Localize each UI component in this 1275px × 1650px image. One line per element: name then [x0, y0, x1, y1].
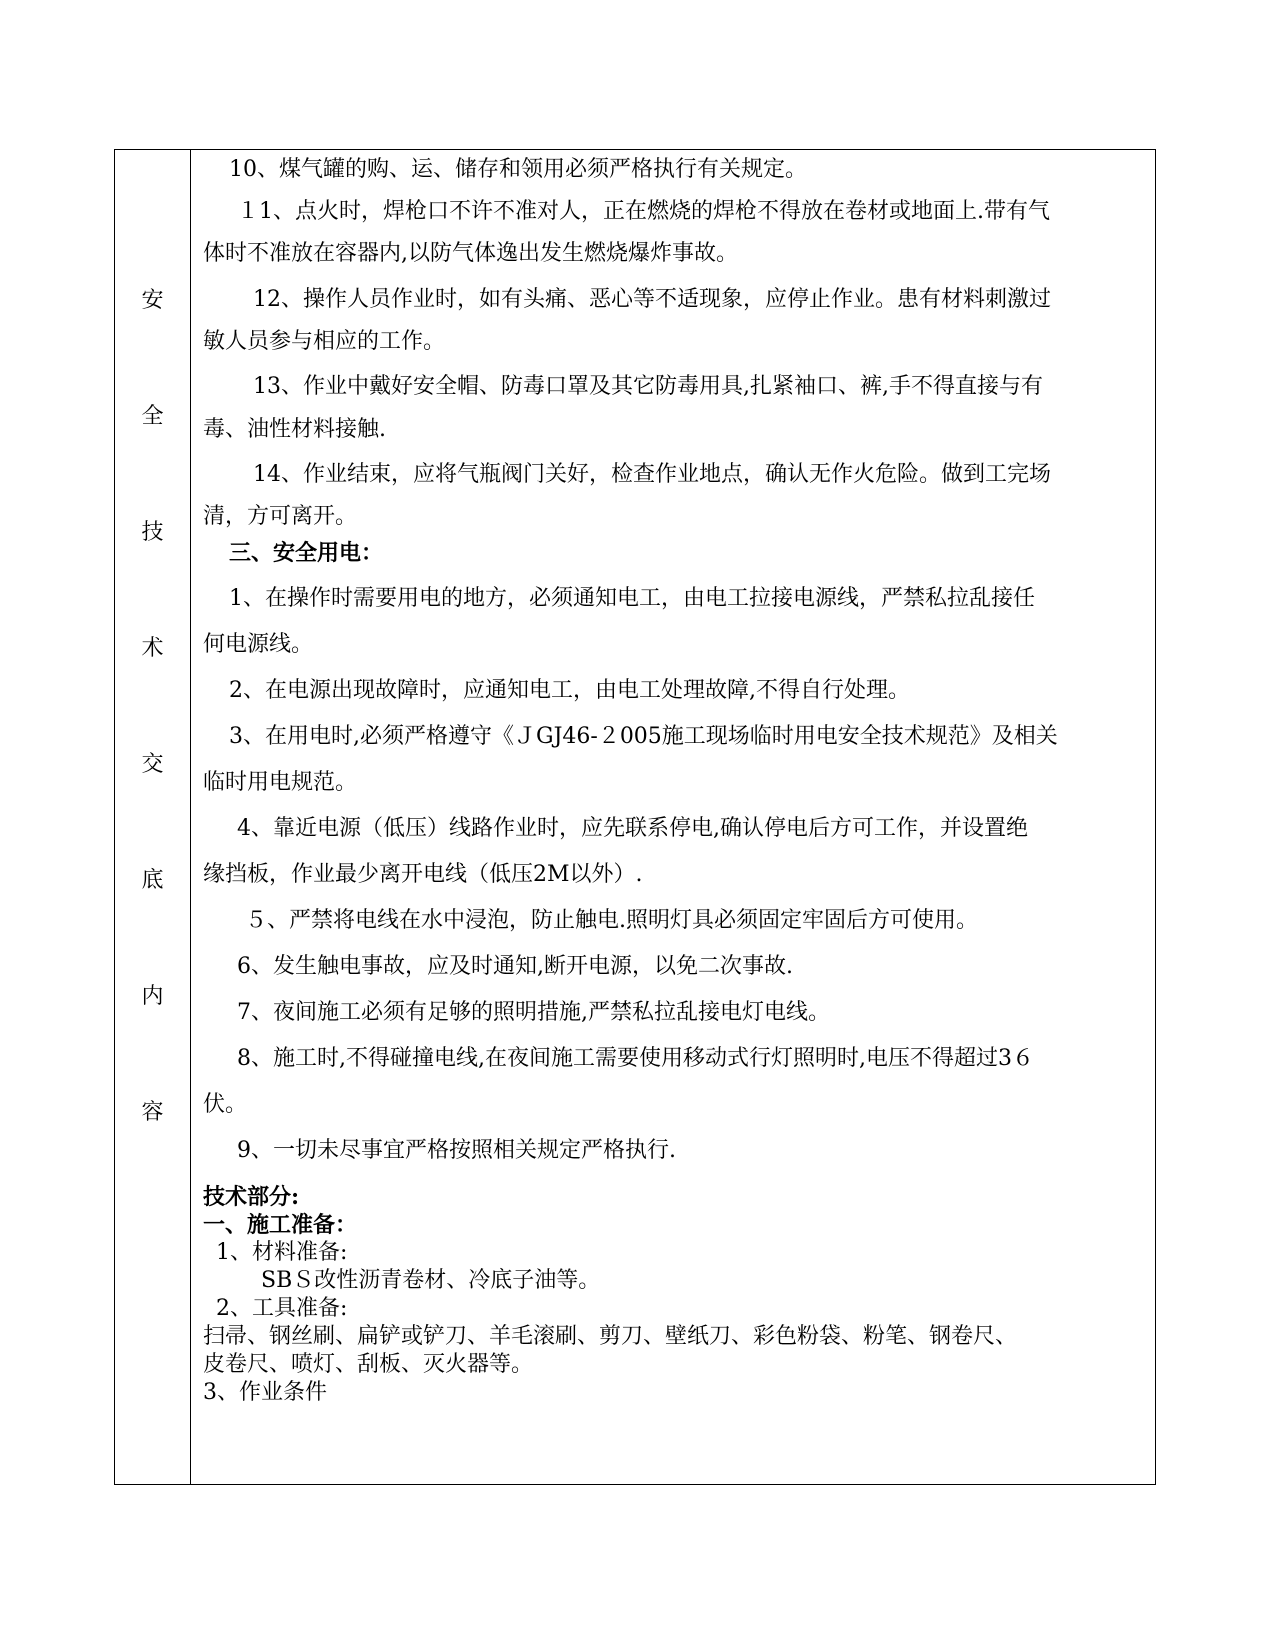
content-line: 清，方可离开。	[203, 504, 358, 529]
content-line: 12、操作人员作业时，如有头痛、恶心等不适现象，应停止作业。患有材料刺激过	[253, 287, 1051, 312]
content-line: 扫帚、钢丝刷、扁铲或铲刀、羊毛滚刷、剪刀、壁纸刀、彩色粉袋、粉笔、钢卷尺、	[203, 1324, 1018, 1349]
side-label-char: 全	[141, 404, 164, 429]
content-line: 缘挡板，作业最少离开电线（低压2M以外）.	[203, 862, 643, 887]
content-line: 临时用电规范。	[203, 770, 358, 795]
content-line: 伏。	[203, 1092, 248, 1117]
content-line: 3、作业条件	[203, 1380, 327, 1405]
content-line: ５、严禁将电线在水中浸泡，防止触电.照明灯具必须固定牢固后方可使用。	[245, 908, 978, 933]
content-line: 8、施工时,不得碰撞电线,在夜间施工需要使用移动式行灯照明时,电压不得超过3６	[237, 1046, 1034, 1071]
side-label-char: 技	[141, 520, 164, 545]
content-line: 体时不准放在容器内,以防气体逸出发生燃烧爆炸事故。	[203, 241, 738, 266]
content-line: 13、作业中戴好安全帽、防毒口罩及其它防毒用具,扎紧袖口、裤,手不得直接与有	[253, 374, 1043, 399]
content-line: 2、工具准备:	[216, 1296, 348, 1321]
section-heading: 技术部分:	[203, 1184, 300, 1210]
content-line: 何电源线。	[203, 632, 314, 657]
content-line: SBＳ改性沥青卷材、冷底子油等。	[261, 1268, 601, 1293]
content-line: 敏人员参与相应的工作。	[203, 329, 446, 354]
content-line: 9、一切未尽事宜严格按照相关规定严格执行.	[237, 1138, 676, 1163]
side-label-char: 内	[141, 984, 164, 1009]
side-label-char: 底	[141, 868, 164, 893]
content-line: 1、材料准备:	[216, 1240, 348, 1265]
content-line: 2、在电源出现故障时，应通知电工，由电工处理故障,不得自行处理。	[229, 678, 910, 703]
content-line: １1、点火时，焊枪口不许不准对人，正在燃烧的焊枪不得放在卷材或地面上.带有气	[237, 199, 1050, 224]
content-line: 7、夜间施工必须有足够的照明措施,严禁私拉乱接电灯电线。	[237, 1000, 830, 1025]
side-label-char: 容	[141, 1100, 164, 1125]
content-line: 毒、油性材料接触.	[203, 417, 386, 442]
side-label-char: 安	[141, 288, 164, 313]
disclosure-table	[114, 149, 1156, 1485]
content-cell	[203, 158, 1145, 1409]
content-line: 皮卷尺、喷灯、刮板、灭火器等。	[203, 1352, 534, 1377]
side-label-char: 交	[141, 752, 164, 777]
section-heading: 三、安全用电：	[229, 540, 384, 566]
column-divider	[190, 150, 191, 1484]
section-heading: 一、施工准备：	[203, 1212, 358, 1238]
content-line: 10、煤气罐的购、运、储存和领用必须严格执行有关规定。	[229, 157, 807, 182]
content-line: 4、靠近电源（低压）线路作业时，应先联系停电,确认停电后方可工作，并设置绝	[237, 816, 1028, 841]
content-line: 3、在用电时,必须严格遵守《ＪGJ46-２005施工现场临时用电安全技术规范》及相关	[229, 724, 1058, 749]
content-line: 14、作业结束，应将气瓶阀门关好，检查作业地点，确认无作火危险。做到工完场	[253, 462, 1051, 487]
side-label-char: 术	[141, 636, 164, 661]
content-line: 1、在操作时需要用电的地方，必须通知电工，由电工拉接电源线，严禁私拉乱接任	[229, 586, 1035, 611]
content-line: 6、发生触电事故，应及时通知,断开电源，以免二次事故.	[237, 954, 793, 979]
